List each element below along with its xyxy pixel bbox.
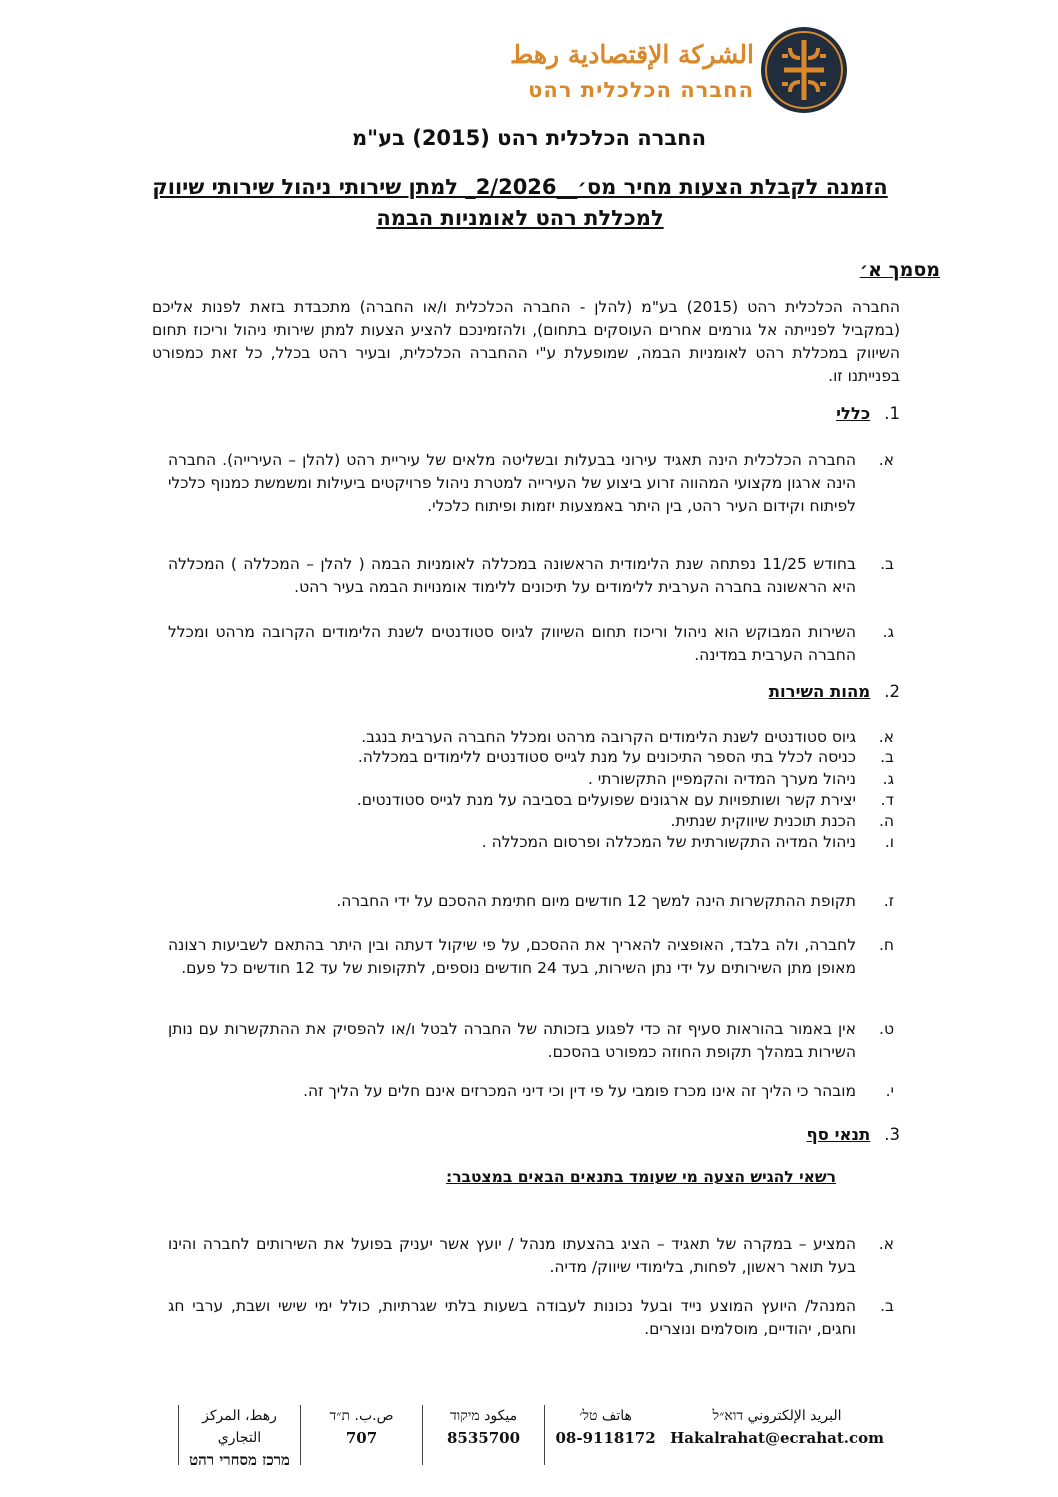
section-number: 1. [884, 404, 900, 423]
item-letter: ב. [880, 1297, 894, 1315]
item-text: המציע – במקרה של תאגיד – הציג בהצעתו מנהל / יועץ אשר יעניק בפועל את השירותים לחברה והינו בעל תואר ראשון, לפחות, בלימודי שיווק/ מדיה. [168, 1235, 856, 1276]
section-title: תנאי סף [806, 1125, 871, 1144]
footer-value: מרכז מסחרי רהט [189, 1451, 290, 1469]
document-label: מסמך א׳ [859, 259, 940, 281]
item-text: תקופת ההתקשרות הינה למשך 12 חודשים מיום חתימת ההסכם על ידי החברה. [336, 892, 856, 910]
section-number: 3. [884, 1125, 900, 1144]
company-logo [490, 18, 890, 118]
list-item [168, 789, 898, 812]
item-letter: ה. [878, 812, 894, 830]
list-item [168, 768, 898, 791]
list-item [168, 621, 898, 667]
item-text: המנהל/ היועץ המוצע נייד ובעל נכונות לעבודה בשעות בלתי שגרתיות, כולל ימי שישי ושבת, ערבי חג וחגים, יהודיים, מוסלמים ונוצרים. [168, 1297, 856, 1338]
list-item [168, 1080, 898, 1103]
item-letter: ב. [880, 555, 894, 573]
footer-phone [544, 1405, 666, 1465]
section-number: 2. [884, 682, 900, 701]
footer-value: 8535700 [447, 1429, 521, 1447]
item-letter: א. [878, 1235, 894, 1253]
list-item [168, 831, 898, 854]
list-item [168, 449, 898, 518]
footer-value[interactable]: Hakalrahat@ecrahat.com [670, 1429, 885, 1447]
item-letter: ב. [880, 748, 894, 766]
tender-subtitle: הזמנה לקבלת הצעות מחיר מס׳__2/2026_ למתן שירותי ניהול שירותי שיווק למכללת רהט לאומניות הבמה [152, 175, 888, 230]
logo-emblem-icon [760, 26, 848, 114]
footer-label: ميكود מיקוד [449, 1408, 518, 1424]
footer-value: 08-9118172 [555, 1429, 656, 1447]
item-letter: ד. [880, 791, 894, 809]
footer-label: البريد الإلكتروني דוא״ל [712, 1408, 842, 1424]
list-item [168, 890, 898, 913]
item-text: מובהר כי הליך זה אינו מכרז פומבי על פי דין וכי דיני המכרזים אינם חלים על הליך זה. [303, 1082, 856, 1100]
footer-address [178, 1405, 300, 1469]
list-item [168, 553, 898, 599]
section-title: כללי [836, 404, 871, 423]
list-item [168, 810, 898, 833]
section-3-heading [807, 1125, 900, 1144]
list-item [168, 1018, 898, 1064]
item-text: ניהול מערך המדיה והקמפיין התקשורתי . [587, 770, 856, 788]
footer-label: هاتف טל׳ [579, 1408, 632, 1424]
page-title: החברה הכלכלית רהט (2015) בע"מ [351, 126, 707, 150]
footer-label: ص.ب. ת״ד [329, 1408, 394, 1424]
item-text: החברה הכלכלית הינה תאגיד עירוני בבעלות ובשליטה מלאים של עיריית רהט (להלן – העירייה). החברה הינה ארגון מקצועי המהווה זרוע ביצוע של העירייה למטרת ניהול פרויקטים ביעילות ומשמשת כמנוף כלכלי לפיתוח וקידום העיר רהט, בין היתר באמצעות יזמות ופיתוח כלכלי. [168, 451, 856, 515]
item-text: כניסה לכלל בתי הספר התיכונים על מנת לגייס סטודנטים ללימודים במכללה. [357, 748, 856, 766]
item-text: השירות המבוקש הוא ניהול וריכוז תחום השיווק לגיוס סטודנטים לשנת הלימודים הקרובה מרהט ומכלל החברה הערבית במדינה. [168, 623, 856, 664]
list-item [168, 1233, 898, 1279]
logo-arabic-text: الشركة الإقتصادية رهط [510, 40, 754, 69]
item-letter: ג. [882, 770, 894, 788]
item-letter: ג. [882, 623, 894, 641]
list-item [168, 746, 898, 769]
threshold-conditions-heading: רשאי להגיש הצעה מי שעומד בתנאים הבאים במצטבר: [446, 1168, 836, 1186]
footer-zip [422, 1405, 544, 1465]
item-letter: י. [885, 1082, 894, 1100]
item-text: הכנת תוכנית שיווקית שנתית. [670, 812, 856, 830]
section-2-heading [769, 682, 900, 701]
intro-paragraph: החברה הכלכלית רהט (2015) בע"מ (להלן - החברה הכלכלית ו/או החברה) מתכבדת בזאת לפנות אליכם (במקביל לפנייתה אל גורמים אחרים העוסקים בתחום), ולהזמינכם להציע הצעות למתן שירותי ניהול וריכוז תחום השיווק במכללת רהט לאומניות הבמה, שמופעלת ע"י ההחברה הכלכלית, ובעיר רהט בכלל, כל זאת כמפורט בפנייתנו זו. [152, 298, 901, 385]
item-letter: ו. [884, 833, 894, 851]
item-text: גיוס סטודנטים לשנת הלימודים הקרובה מרהט ומכלל החברה הערבית בנגב. [361, 728, 856, 746]
item-letter: ט. [879, 1020, 894, 1038]
footer-label: رهط، المركز التجاري [202, 1408, 277, 1446]
contact-footer [178, 1405, 888, 1469]
footer-value: 707 [345, 1429, 378, 1447]
item-letter: ז. [883, 892, 894, 910]
item-letter: א. [878, 728, 894, 746]
item-text: יצירת קשר ושותפויות עם ארגונים שפועלים בסביבה על מנת לגייס סטודנטים. [356, 791, 856, 809]
footer-email [666, 1405, 888, 1465]
logo-hebrew-text: החברה הכלכלית רהט [528, 78, 754, 102]
section-title: מהות השירות [768, 682, 871, 701]
item-text: ניהול המדיה התקשורתית של המכללה ופרסום המכללה . [481, 833, 856, 851]
section-1-heading [836, 404, 900, 423]
list-item [168, 1295, 898, 1341]
item-text: בחודש 11/25 נפתחה שנת הלימודית הראשונה במכללה לאומניות הבמה ( להלן – המכללה ) המכללה היא הראשונה בחברה הערבית ללימודים על תיכונים ללימוד אומנויות הבמה בעיר רהט. [168, 555, 856, 596]
item-letter: ח. [878, 936, 894, 954]
item-letter: א. [878, 451, 894, 469]
item-text: אין באמור בהוראות סעיף זה כדי לפגוע בזכותה של החברה לבטל ו/או להפסיק את ההתקשרות עם נותן השירות במהלך תקופת החוזה כמפורט בהסכם. [168, 1020, 856, 1061]
list-item [168, 934, 898, 980]
item-text: לחברה, ולה בלבד, האופציה להאריך את ההסכם, על פי שיקול דעתה ובין היתר בהתאם לשביעות רצונה מאופן מתן השירותים על ידי נתן השירות, בעד 24 חודשים נוספים, לתקופות של עד 12 חודשים כל פעם. [168, 936, 856, 977]
footer-po-box [300, 1405, 422, 1465]
